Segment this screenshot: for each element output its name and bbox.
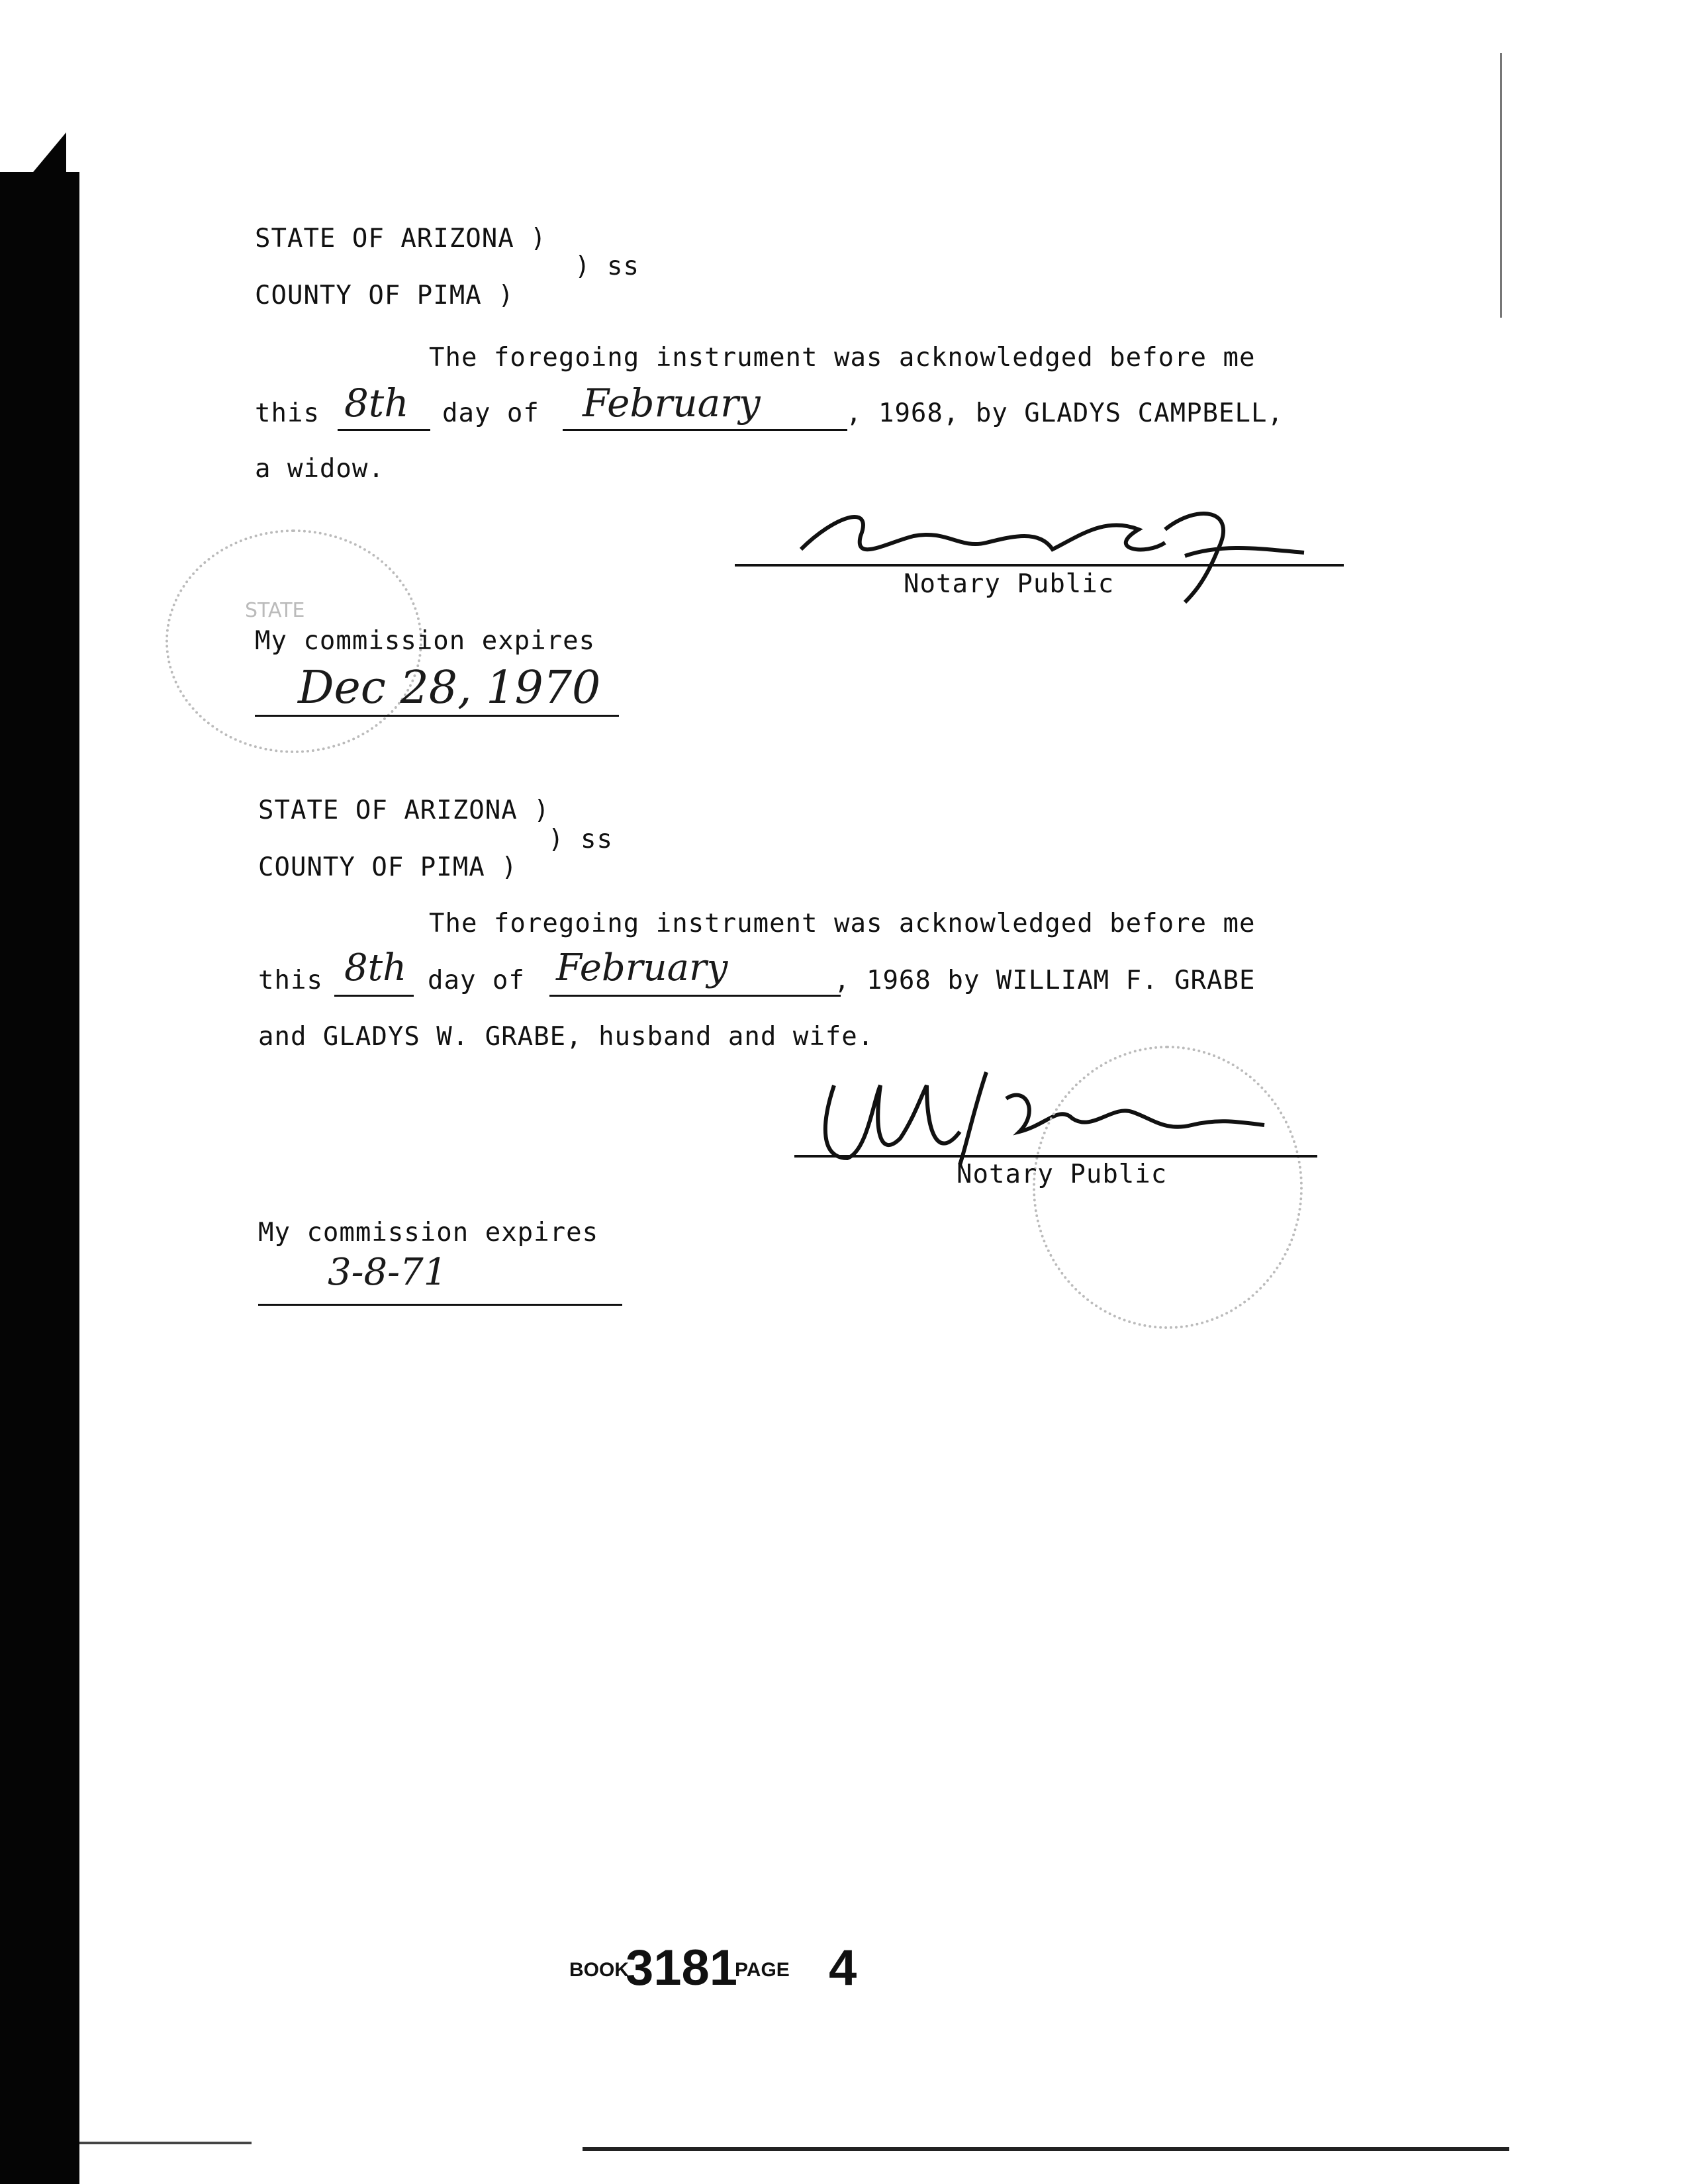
handwritten-month: February xyxy=(556,946,728,989)
bottom-rule-left xyxy=(79,2142,252,2144)
handwritten-month: February xyxy=(583,381,761,426)
body-line-2-suffix: , 1968, by GLADYS CAMPBELL, xyxy=(846,398,1284,428)
body-line-1: The foregoing instrument was acknowledged before me xyxy=(429,343,1256,373)
body-line-1: The foregoing instrument was acknowledged before me xyxy=(429,909,1256,938)
body-line-2-prefix: this xyxy=(255,398,320,428)
state-line: STATE OF ARIZONA ) xyxy=(255,224,547,253)
month-underline xyxy=(549,995,841,997)
notary-public-label-1: Notary Public xyxy=(904,569,1115,599)
notary-signature-line-1 xyxy=(735,564,1344,567)
ss-mark: ) ss xyxy=(548,825,613,854)
day-underline xyxy=(334,995,414,997)
page-label: PAGE xyxy=(735,1959,790,1981)
commission-date-2: 3-8-71 xyxy=(328,1251,447,1294)
county-line: COUNTY OF PIMA ) xyxy=(258,852,518,882)
body-line-3: a widow. xyxy=(255,454,385,484)
body-line-2-suffix: , 1968 by WILLIAM F. GRABE xyxy=(834,966,1256,995)
commission-underline-2 xyxy=(258,1304,622,1306)
book-label: BOOK xyxy=(569,1959,629,1981)
binding-edge xyxy=(0,172,79,2184)
body-line-2-prefix: this xyxy=(258,966,323,995)
commission-underline-1 xyxy=(255,715,619,717)
body-line-2-dayof: day of xyxy=(428,966,525,995)
handwritten-day: 8th xyxy=(344,946,407,989)
body-line-3: and GLADYS W. GRABE, husband and wife. xyxy=(258,1022,874,1052)
book-number: 3181 xyxy=(626,1940,738,1996)
commission-label-1: My commission expires xyxy=(255,626,596,656)
body-line-2-dayof: day of xyxy=(442,398,539,428)
seal-text-1: STATE xyxy=(245,599,305,622)
state-line: STATE OF ARIZONA ) xyxy=(258,796,550,825)
commission-label-2: My commission expires xyxy=(258,1218,599,1248)
notary-public-label-2: Notary Public xyxy=(957,1160,1168,1189)
ss-mark: ) ss xyxy=(575,251,639,281)
margin-rule xyxy=(1500,53,1502,318)
notary-signature-line-2 xyxy=(794,1155,1317,1158)
bottom-rule xyxy=(583,2147,1509,2151)
commission-date-1: Dec 28, 1970 xyxy=(298,662,601,714)
county-line: COUNTY OF PIMA ) xyxy=(255,281,514,310)
handwritten-day: 8th xyxy=(344,381,409,426)
day-underline xyxy=(338,429,430,431)
page-number: 4 xyxy=(829,1940,857,1996)
month-underline xyxy=(563,429,847,431)
